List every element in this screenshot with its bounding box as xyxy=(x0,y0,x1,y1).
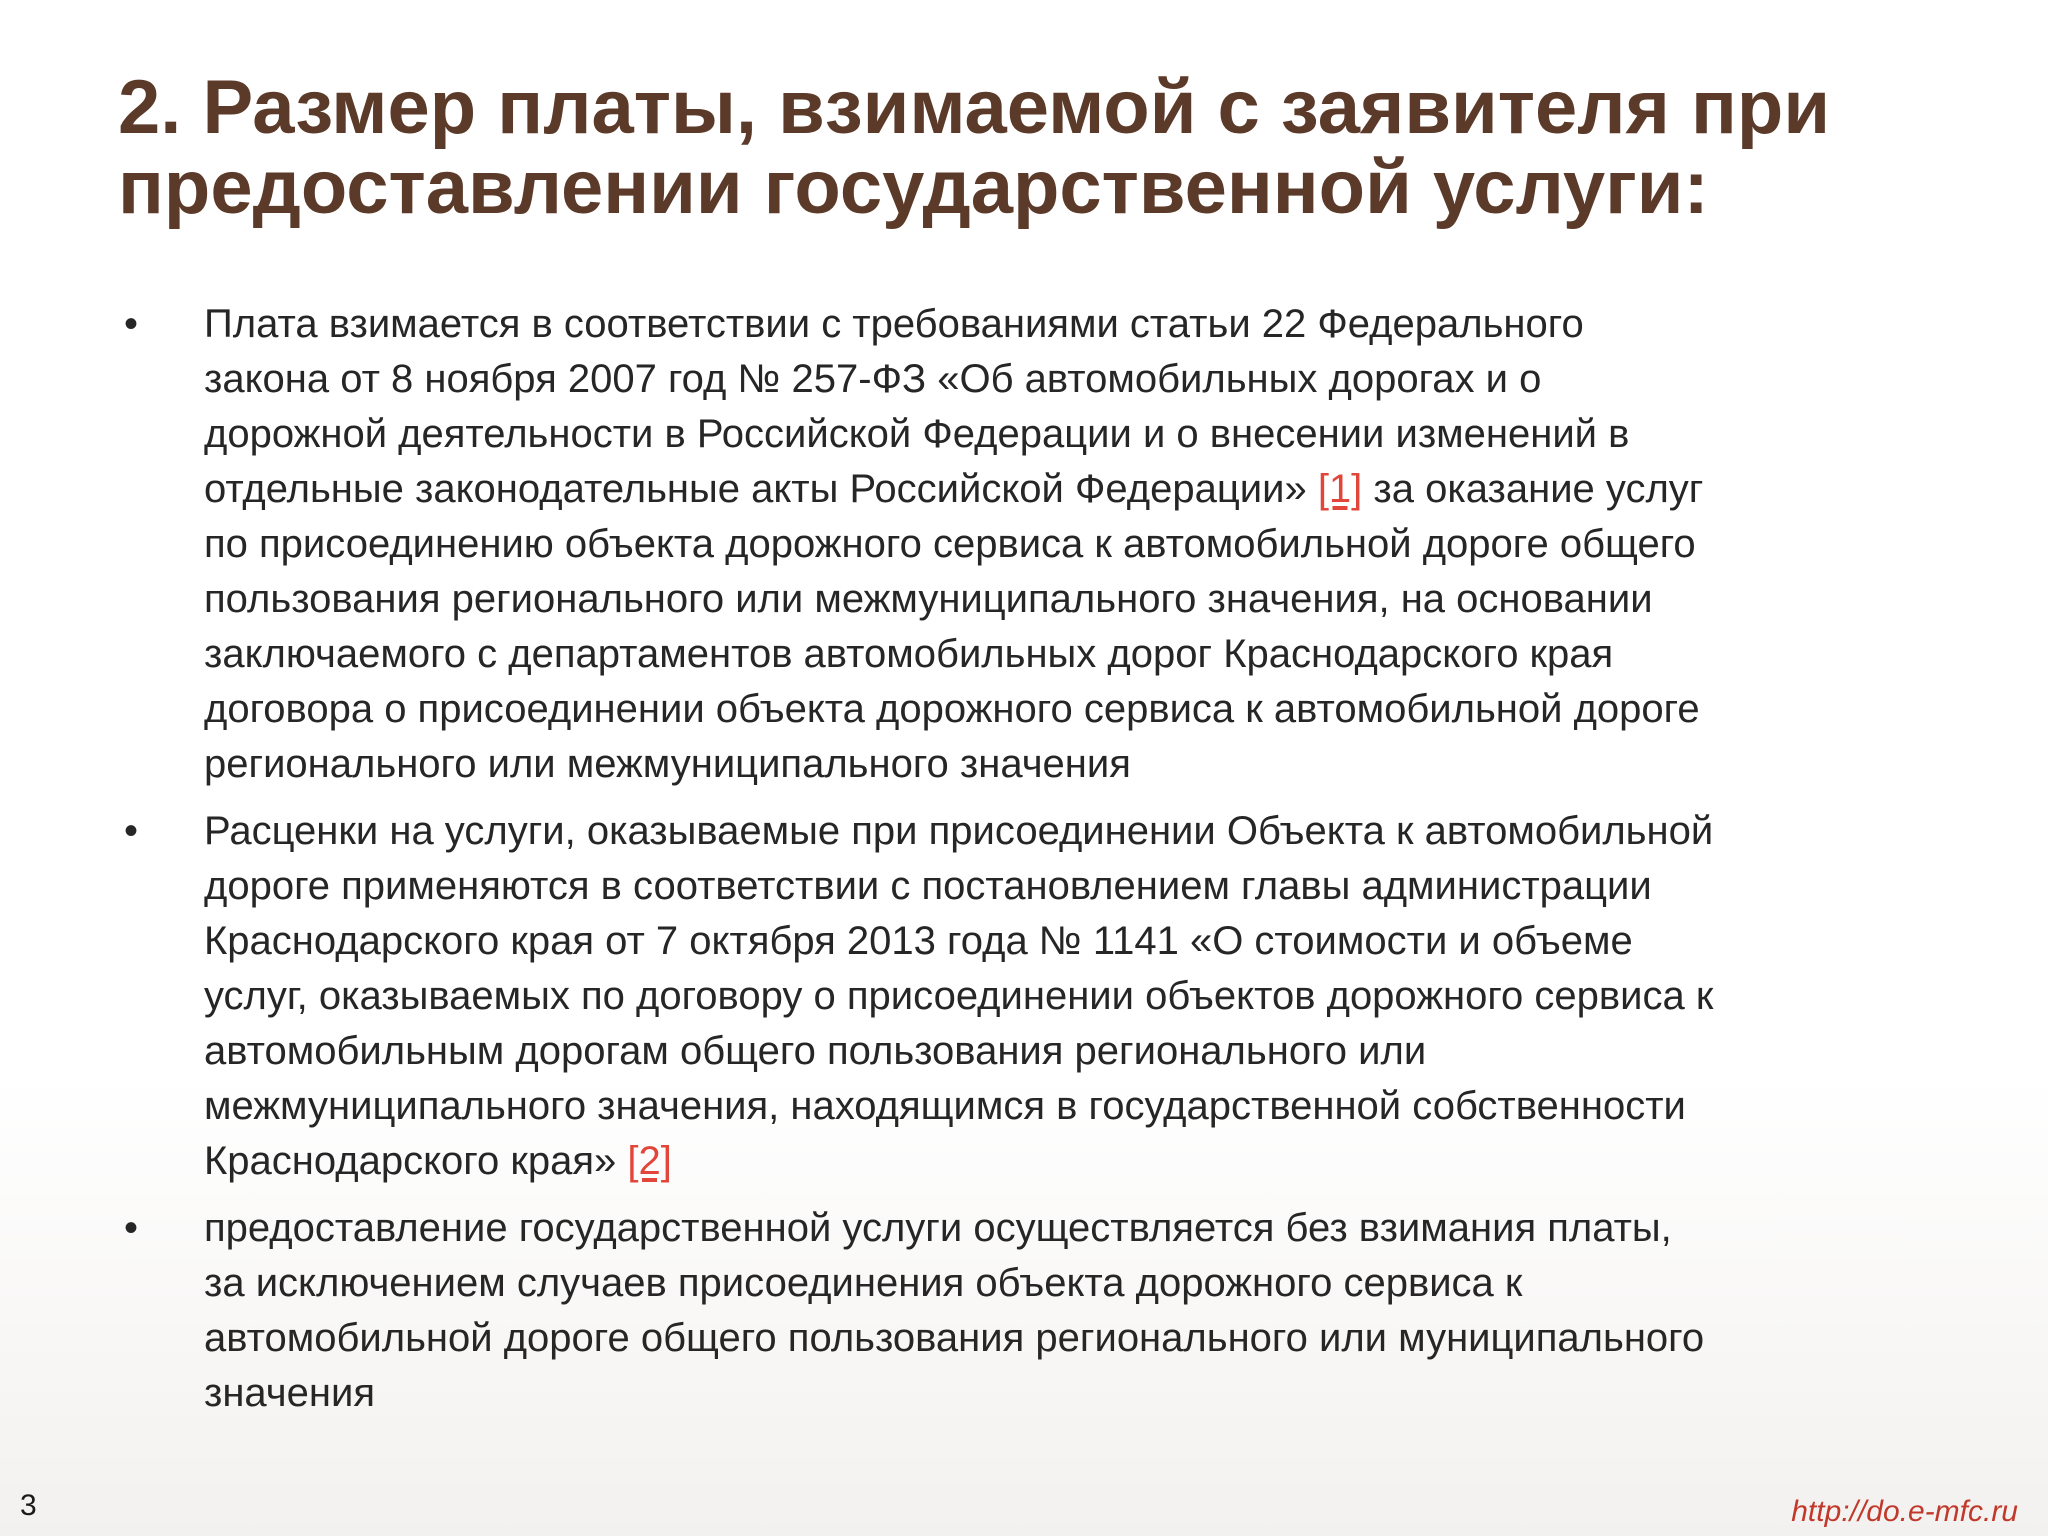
text-line: за исключением случаев присоединения объекта дорожного сервиса к xyxy=(204,1261,1523,1305)
text-line: автомобильным дорогам общего пользования регионального или xyxy=(204,1029,1427,1073)
text-line: предоставление государственной услуги осуществляется без взимания платы, xyxy=(204,1206,1672,1250)
text-line: пользования регионального или межмуниципального значения, на основании xyxy=(204,577,1653,621)
text-line: закона от 8 ноября 2007 год № 257-ФЗ «Об автомобильных дорогах и о xyxy=(204,357,1542,401)
footer-url-link[interactable]: http://do.e-mfc.ru xyxy=(1791,1495,2018,1528)
bullet-icon: • xyxy=(124,302,139,346)
bullet-icon: • xyxy=(124,809,139,853)
text-line: услуг, оказываемых по договору о присоединении объектов дорожного сервиса к xyxy=(204,974,1714,1018)
text-line: Плата взимается в соответствии с требованиями статьи 22 Федерального xyxy=(204,302,1584,346)
text-line-with-ref xyxy=(204,1134,1994,1189)
reference-link-1[interactable]: [1] xyxy=(1317,467,1363,511)
text-line: дорожной деятельности в Российской Федерации и о внесении изменений в xyxy=(204,412,1630,456)
text-line: дороге применяются в соответствии с постановлением главы администрации xyxy=(204,864,1652,908)
text-line: регионального или межмуниципального значения xyxy=(204,742,1131,786)
bullet-item xyxy=(124,804,1994,1189)
text-line: автомобильной дороге общего пользования регионального или муниципального xyxy=(204,1316,1705,1360)
bullet-icon: • xyxy=(124,1206,139,1250)
reference-link-2[interactable]: [2] xyxy=(627,1139,672,1183)
bullet-item xyxy=(124,1201,1994,1421)
bullet-item xyxy=(124,297,1994,792)
text-line: Расценки на услуги, оказываемые при присоединении Объекта к автомобильной xyxy=(204,809,1714,853)
bullet-text xyxy=(204,804,1994,1189)
text-fragment: за оказание услуг xyxy=(1362,467,1704,511)
title-line: 2. Размер платы, взимаемой с заявителя при xyxy=(118,65,1831,150)
text-line: по присоединению объекта дорожного сервиса к автомобильной дороге общего xyxy=(204,522,1696,566)
slide-title xyxy=(118,65,1978,230)
text-fragment: отдельные законодательные акты Российской Федерации» xyxy=(204,467,1318,511)
text-line: значения xyxy=(204,1371,375,1415)
title-line: предоставлении государственной услуги: xyxy=(118,145,1709,230)
text-line: заключаемого с департаментов автомобильных дорог Краснодарского края xyxy=(204,632,1614,676)
text-fragment: Краснодарского края» xyxy=(204,1139,628,1183)
text-line: межмуниципального значения, находящимся в государственной собственности xyxy=(204,1084,1686,1128)
bullet-text xyxy=(204,1201,1994,1421)
page-number: 3 xyxy=(20,1489,37,1522)
text-line: договора о присоединении объекта дорожного сервиса к автомобильной дороге xyxy=(204,687,1700,731)
bullet-list xyxy=(124,297,1994,1433)
text-line-with-ref xyxy=(204,462,1994,517)
bullet-text xyxy=(204,297,1994,792)
text-line: Краснодарского края от 7 октября 2013 года № 1141 «О стоимости и объеме xyxy=(204,919,1633,963)
